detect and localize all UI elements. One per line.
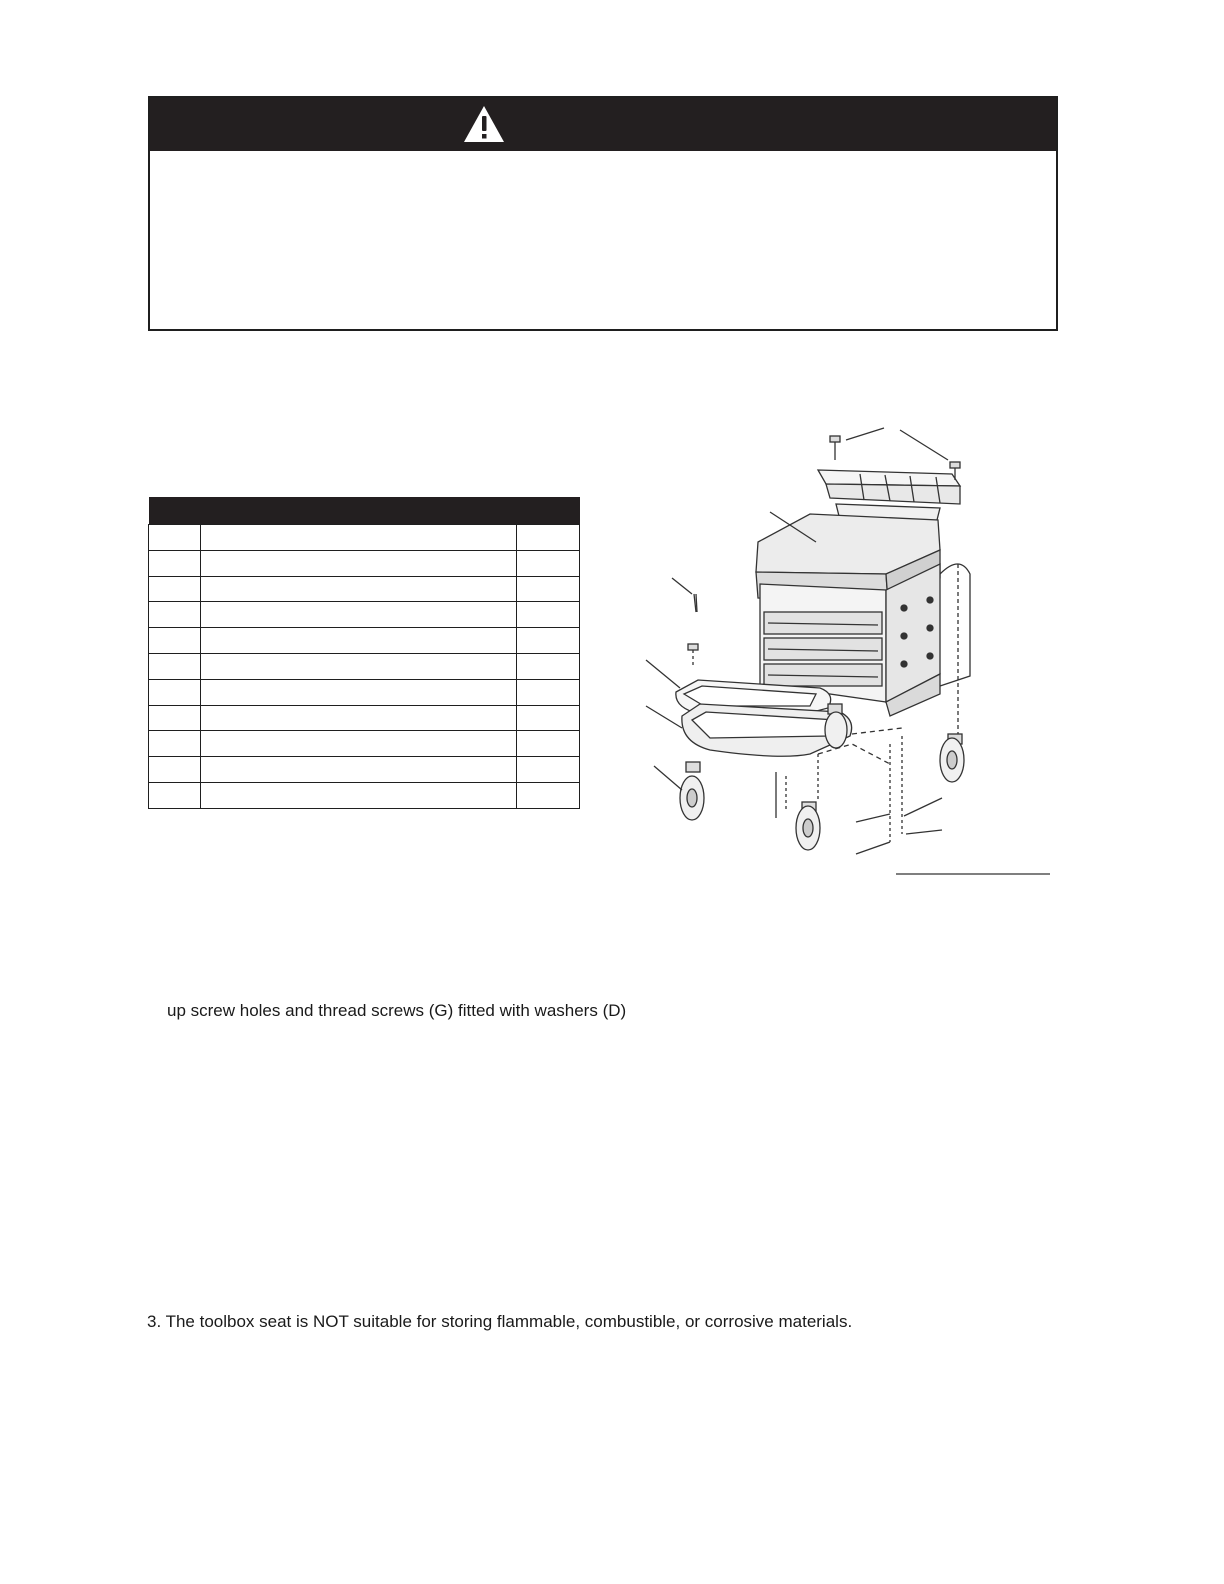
part-qty-cell <box>517 576 580 602</box>
table-row <box>149 602 580 628</box>
part-id-cell <box>149 550 201 576</box>
parts-table-header <box>149 497 580 525</box>
part-description-cell <box>201 525 517 551</box>
part-id-cell <box>149 705 201 731</box>
warning-triangle-icon <box>462 104 506 144</box>
part-qty-cell <box>517 705 580 731</box>
table-row <box>149 782 580 808</box>
warning-header <box>150 98 1056 151</box>
part-id-cell <box>149 731 201 757</box>
part-description-cell <box>201 705 517 731</box>
part-qty-cell <box>517 782 580 808</box>
parts-table-body <box>149 525 580 809</box>
table-row <box>149 731 580 757</box>
part-id-cell <box>149 757 201 783</box>
caster-front-right <box>796 802 820 850</box>
table-row <box>149 653 580 679</box>
part-id-cell <box>149 628 201 654</box>
part-id-cell <box>149 602 201 628</box>
table-row <box>149 757 580 783</box>
part-id-cell <box>149 653 201 679</box>
part-description-cell <box>201 653 517 679</box>
part-qty-cell <box>517 550 580 576</box>
part-id-cell <box>149 679 201 705</box>
part-description-cell <box>201 679 517 705</box>
warning-box <box>148 96 1058 331</box>
part-id-cell <box>149 576 201 602</box>
assembly-diagram <box>640 424 1060 880</box>
parts-table <box>148 497 580 809</box>
part-qty-cell <box>517 628 580 654</box>
part-qty-cell <box>517 757 580 783</box>
part-description-cell <box>201 628 517 654</box>
caster-rear-left <box>825 704 847 748</box>
part-qty-cell <box>517 602 580 628</box>
part-qty-cell <box>517 679 580 705</box>
part-id-cell <box>149 782 201 808</box>
table-row <box>149 525 580 551</box>
table-row <box>149 576 580 602</box>
part-qty-cell <box>517 525 580 551</box>
table-row <box>149 679 580 705</box>
safety-note-3: 3. The toolbox seat is NOT suitable for storing flammable, combustible, or corrosive materials. <box>147 1312 853 1331</box>
part-description-cell <box>201 782 517 808</box>
part-id-cell <box>149 525 201 551</box>
hex-key <box>672 578 697 612</box>
caster-front-left <box>654 762 704 820</box>
part-description-cell <box>201 576 517 602</box>
assembly-step-text: up screw holes and thread screws (G) fitted with washers (D) <box>167 1001 627 1020</box>
part-description-cell <box>201 550 517 576</box>
part-qty-cell <box>517 731 580 757</box>
caster-rear-right <box>940 734 964 782</box>
part-description-cell <box>201 757 517 783</box>
part-description-cell <box>201 602 517 628</box>
part-qty-cell <box>517 653 580 679</box>
part-description-cell <box>201 731 517 757</box>
table-row <box>149 550 580 576</box>
table-row <box>149 628 580 654</box>
table-row <box>149 705 580 731</box>
